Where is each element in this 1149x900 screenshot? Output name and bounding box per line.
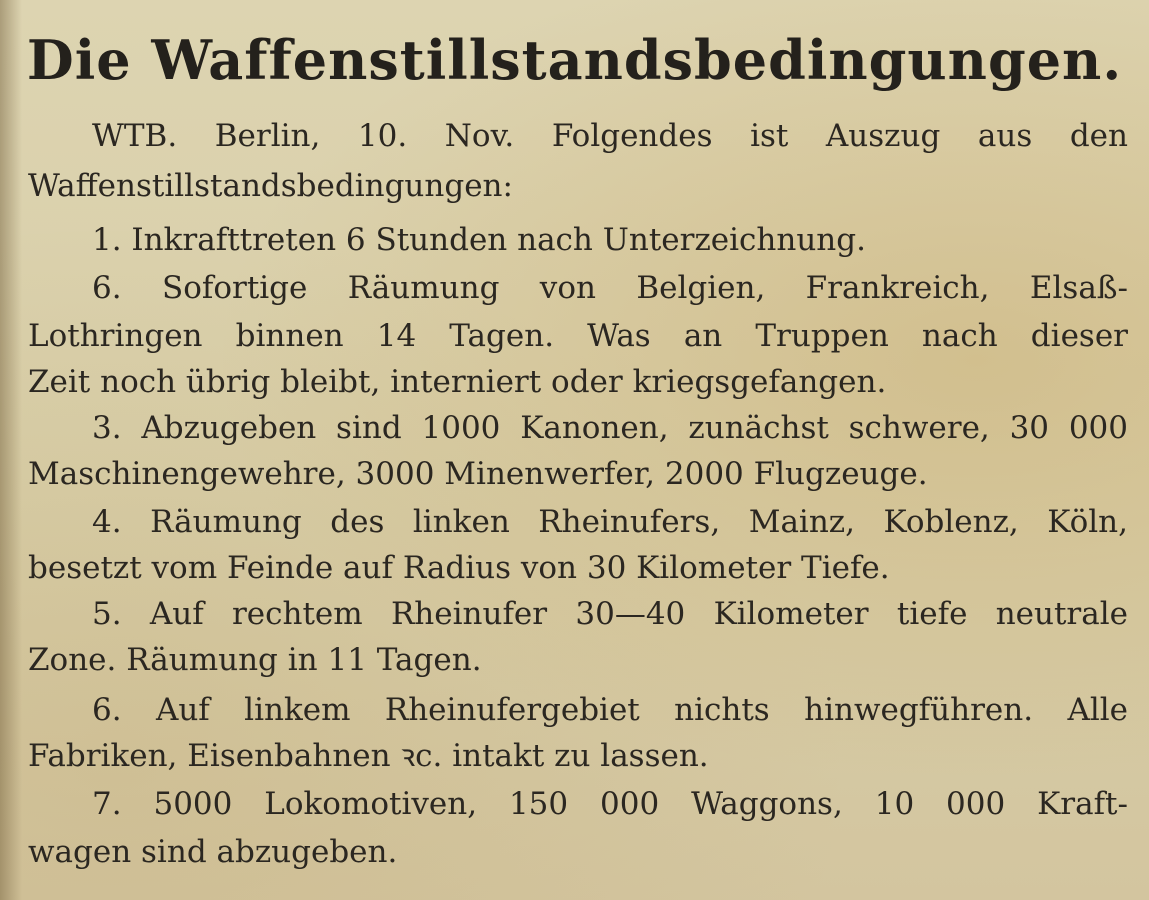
condition-1: 1. Inkrafttreten 6 Stunden nach Unterzeichnung.	[92, 222, 866, 258]
article-headline: Die Waffenstillstandsbedingungen.	[26, 28, 1123, 92]
article-line-dateline: WTB. Berlin, 10. Nov. Folgendes ist Auszug aus den	[92, 118, 1128, 154]
article-line: Fabriken, Eisenbahnen ꝛc. intakt zu lassen.	[28, 738, 709, 774]
article-line: Zeit noch übrig bleibt, interniert oder kriegsgefangen.	[28, 364, 887, 400]
article-line: besetzt vom Feinde auf Radius von 30 Kilometer Tiefe.	[28, 550, 890, 586]
condition-5-rhine-right: 5. Auf rechtem Rheinufer 30—40 Kilometer tiefe neutrale	[92, 596, 1128, 632]
article-line: Zone. Räumung in 11 Tagen.	[28, 642, 482, 678]
article-line: wagen sind abzugeben.	[28, 834, 398, 870]
article-line: Maschinengewehre, 3000 Minenwerfer, 2000 Flugzeuge.	[28, 456, 928, 492]
condition-7-rolling-stock: 7. 5000 Lokomotiven, 150 000 Waggons, 10 000 Kraft-	[92, 786, 1128, 822]
condition-4-rhine-left: 4. Räumung des linken Rheinufers, Mainz, Koblenz, Köln,	[92, 504, 1128, 540]
condition-6-evacuation: 6. Sofortige Räumung von Belgien, Frankreich, Elsaß-	[92, 270, 1128, 306]
article-line: Lothringen binnen 14 Tagen. Was an Truppen nach dieser	[28, 318, 1128, 354]
article-line: Waffenstillstandsbedingungen:	[28, 168, 513, 204]
condition-6-rhine-territory: 6. Auf linkem Rheinufergebiet nichts hinwegführen. Alle	[92, 692, 1128, 728]
condition-3-weapons: 3. Abzugeben sind 1000 Kanonen, zunächst schwere, 30 000	[92, 410, 1128, 446]
